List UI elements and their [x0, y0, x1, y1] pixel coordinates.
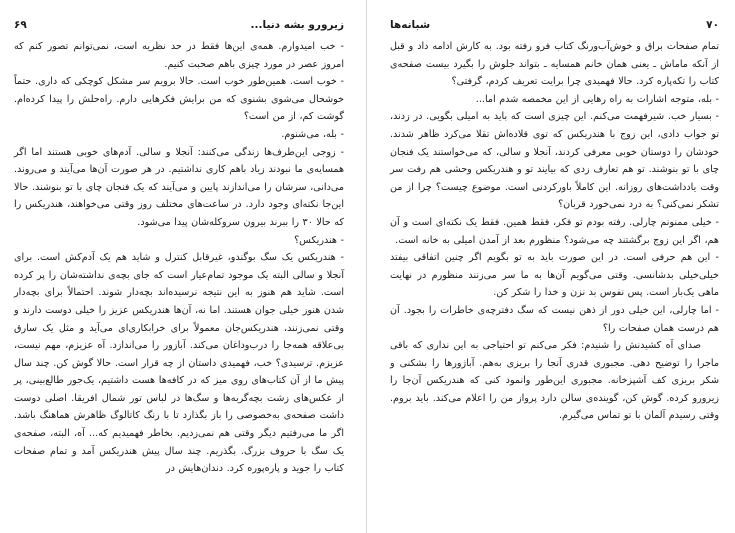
right-paragraph-7: صدای آه کشیدنش را شنیدم: فکر می‌کنم تو احتیاجی به این نداری که باقی ماجرا را توضیح دهی. مجبوری قدری آنجا را بریزی به‌هم. آباژورها را بشکنی و شکر بریزی کف آشپزخانه. مجبوری این‌طور وانمود کنی که هندریکس آن‌جا را زیرورو کرده. گوش کن، گوینده‌ی سالن دارد پرواز من را اعلام می‌کند. باید بروم. وقتی رسیدم آلمان با تو تماس می‌گیرم.	[390, 340, 719, 422]
right-header-title: شبانه‌ها	[390, 19, 431, 31]
left-running-header	[14, 18, 344, 32]
right-page-number: ۷۰	[706, 19, 719, 31]
left-paragraph-5: - هندریکس؟	[294, 234, 344, 246]
right-page	[368, 0, 735, 533]
left-paragraph-1: - خب امیدوارم. همه‌ی این‌ها فقط در حد نظریه است، نمی‌توانم تصور کنم که امروز عصر در مورد چیزی باهم صحبت کنیم.	[14, 41, 344, 70]
right-paragraph-2: - بله، متوجه اشارات به راه رهایی از این مخمصه شدم اما...	[475, 93, 719, 105]
right-running-header	[390, 18, 719, 32]
left-paragraph-2: - خوب است. همین‌طور خوب است. حالا برویم سر مشکل کوچکی که داری. حتماً خوشحال می‌شوی بشنوی که من برایش فکرهایی دارم. راه‌حلش را پیدا کرده‌ام. گوشت کم، از من است؟	[14, 76, 344, 123]
right-paragraph-4: - خیلی ممنونم چارلی. رفته بودم تو فکر، فقط همین. فقط یک نکته‌ای است و آن هم، اگر این زوج برگشتند چه می‌شود؟ منظورم بعد از آمدن امیلی به خانه است.	[390, 216, 719, 246]
left-page-number: ۶۹	[14, 19, 27, 31]
left-paragraph-3: - بله، می‌شنوم.	[281, 128, 344, 140]
right-paragraph-3: - بسیار خب. شیرفهمت می‌کنم. این چیزی است که باید به امیلی بگویی. در زدند، تو جواب دادی، این زوج با هندریکس که توی قلاده‌اش تقلا می‌کرد ظاهر شدند. خودشان را دوستان خوبی معرفی کردند، آنجلا و سالی، که می‌خواستند یک فنجان چای با تو بنوشند. تو هم تعارف زدی که بیایند تو و هندریکس وحشی هم رفت سر وقت یادداشت‌های روزانه. این کاملاً باورکردنی است. موضوع چیست؟ چرا از من تشکر نمی‌کنی؟ به درد نمی‌خورد قربان؟	[390, 111, 719, 211]
right-paragraph-1: تمام صفحات براق و خوش‌آب‌ورنگ کتاب فرو رفته بود. به کارش ادامه داد و قبل از آنکه ماماش ـ یعنی همان خانم همسایه ـ بتواند جلوش را بگیرد بیست صفحه‌ی کتاب را تکه‌پاره کرد. حالا فهمیدی چرا برایت تعریف کردم، گرفتی؟	[390, 41, 719, 88]
left-paragraph-4: - زوجی این‌طرف‌ها زندگی می‌کنند: آنجلا و سالی. آدم‌های خوبی هستند اما اگر همسایه‌ی ما نبودند زیاد باهم کاری نداشتیم. در هر صورت آن‌ها می‌آیند و می‌روند. می‌دانی، سرشان را می‌اندازند پایین و می‌آیند که یک فنجان چای با تو بنوشند. حالا این‌جا نکته‌ای وجود دارد. در ساعت‌های مختلف روز وقتی می‌خواهند، هندریکس را که حالا ۳۰ را ببرند بیرون سروکله‌شان پیدا می‌شود.	[14, 146, 344, 228]
right-paragraph-5: - این هم حرفی است. در این صورت باید به تو بگویم اگر چنین اتفاقی بیفتد خیلی‌خیلی بدشانسی. وقتی می‌گویم آن‌ها به ما سر می‌زنند منظورم در نهایت ماهی یک‌بار است. پس نفوس بد نزن و خدا را شکر کن.	[390, 252, 719, 299]
left-paragraph-6: - هندریکس یک سگ بوگندو، غیرقابل کنترل و شاید هم یک آدم‌کش است. برای آنجلا و سالی البته یک موجود تمام‌عیار است که جای بچه‌ی نداشته‌شان را پر کرده است. شاید هم هنوز به این نتیجه نرسیده‌اند بچه‌دار شوند. احتمالاً برای بچه‌دار شدن هنوز خیلی جوان هستند. اما نه، آن‌ها هندریکس عزیز را خیلی دوست دارند و وقتی نمی‌زنند، هندریکس‌جان معمولاً برای خرابکاری‌ای می‌آید و مثل یک سارق بی‌علاقه همه‌جا را درب‌وداغان می‌کند. آبازور را می‌اندازد. آه عزیزم، مهم نیست، عزیزم. ترسیدی؟ خب، فهمیدی داستان از چه قرار است. حالا گوش کن. چند سال پیش ما از آن کتاب‌های روی میز که در کافه‌ها هست داشتیم، یک‌جور طالع‌بینی، پر از عکس‌های زشت بچه‌گربه‌ها و سگ‌ها در لباس تور شمال افریقا. اصلی دوست داشت صفحه‌ی به‌خصوصی را باز بگذارد تا با رنگ کاتالوگ ظاهرش هماهنگ باشد. اگر ما می‌رفتیم دیگر وقتی هم نمی‌زدیم. بخاطر فهمیدیم که... آه، البته، صفحه‌ی یک سگ با حروف بزرگ. بگذریم. چند سال پیش هندریکس آمد و تمام صفحات کتاب را جوید و پاره‌پوره کرد. دندان‌هایش در	[14, 252, 344, 475]
left-header-title: زیرورو بشه دنیا...	[250, 19, 344, 31]
left-page	[0, 0, 367, 533]
right-paragraph-6: - اما چارلی، این خیلی دور از ذهن نیست که سگ دفترچه‌ی خاطرات را بجود. آن هم درست همان صفحات را؟	[390, 304, 719, 334]
